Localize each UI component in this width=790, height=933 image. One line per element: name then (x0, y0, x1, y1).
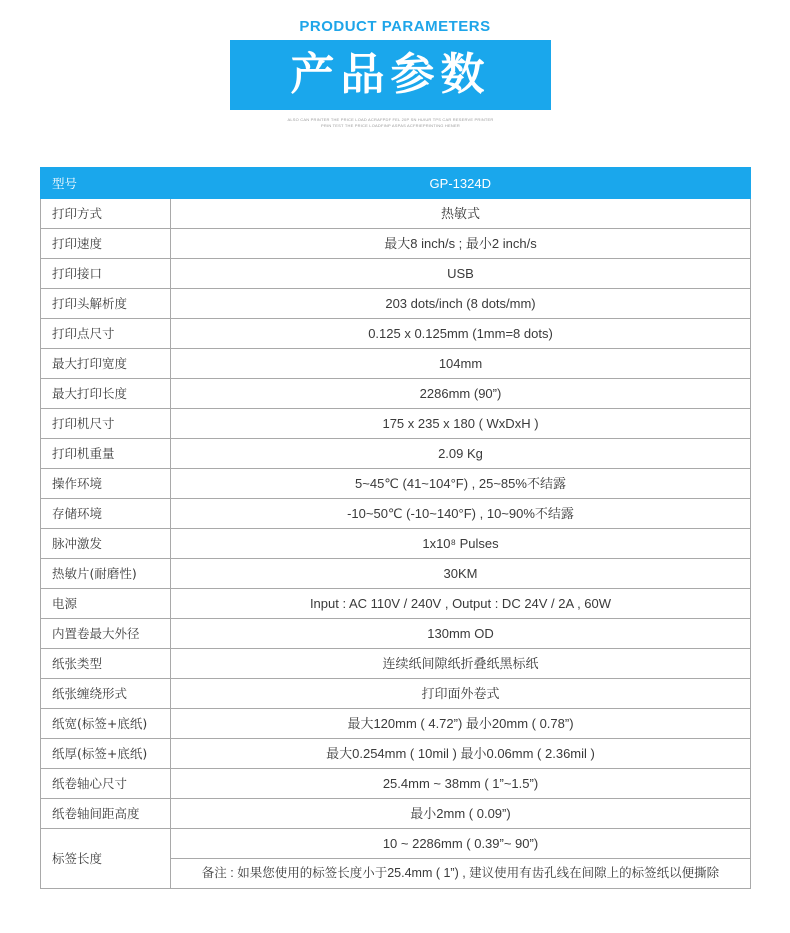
header-label: 型号 (41, 168, 171, 199)
row-value: 最大8 inch/s ; 最小2 inch/s (171, 229, 751, 259)
row-label: 打印速度 (41, 229, 171, 259)
table-row (41, 229, 751, 259)
table-row (41, 589, 751, 619)
title-banner (230, 40, 551, 110)
row-value: 10 ~ 2286mm ( 0.39”~ 90”) (171, 829, 751, 859)
table-row (41, 649, 751, 679)
row-label: 存储环境 (41, 499, 171, 529)
row-value: 最大0.254mm ( 10mil ) 最小0.06mm ( 2.36mil ) (171, 739, 751, 769)
row-value: 175 x 235 x 180 ( WxDxH ) (171, 409, 751, 439)
table-header-row (41, 168, 751, 199)
row-value: 5~45℃ (41~104°F) , 25~85%不结露 (171, 469, 751, 499)
row-value: 1x10⁸ Pulses (171, 529, 751, 559)
table-row (41, 679, 751, 709)
row-label: 纸张缠绕形式 (41, 679, 171, 709)
table-row (41, 319, 751, 349)
row-value: Input : AC 110V / 240V , Output : DC 24V / 2A , 60W (171, 589, 751, 619)
row-label: 打印接口 (41, 259, 171, 289)
table-row (41, 409, 751, 439)
row-value: 最小2mm ( 0.09”) (171, 799, 751, 829)
table-row (41, 379, 751, 409)
row-value: -10~50℃ (-10~140°F) , 10~90%不结露 (171, 499, 751, 529)
row-label: 打印机重量 (41, 439, 171, 469)
row-value: 0.125 x 0.125mm (1mm=8 dots) (171, 319, 751, 349)
row-label: 纸卷轴间距高度 (41, 799, 171, 829)
row-value: 打印面外卷式 (171, 679, 751, 709)
row-label: 纸张类型 (41, 649, 171, 679)
row-label: 操作环境 (41, 469, 171, 499)
page-title: 产品参数 (290, 49, 491, 100)
table-row (41, 499, 751, 529)
table-row (41, 709, 751, 739)
row-value: 2.09 Kg (171, 439, 751, 469)
row-label: 纸宽(标签+底纸) (41, 709, 171, 739)
table-row (41, 469, 751, 499)
tagline-line-1: ALSO CAN PRINTER THE PRICE LOAD ACRAFPDF FEL 20P SN HUIUR TPS CAR RESERVE PRINTER (287, 117, 494, 122)
row-value: 连续纸间隙纸折叠纸黑标纸 (171, 649, 751, 679)
row-label: 打印机尺寸 (41, 409, 171, 439)
table-row (41, 619, 751, 649)
row-label: 电源 (41, 589, 171, 619)
parameters-table (40, 167, 751, 889)
row-label: 打印头解析度 (41, 289, 171, 319)
table-row (41, 799, 751, 829)
row-value: 最大120mm ( 4.72”) 最小20mm ( 0.78”) (171, 709, 751, 739)
table-row (41, 289, 751, 319)
row-label: 打印方式 (41, 199, 171, 229)
note-text: 备注 : 如果您使用的标签长度小于25.4mm ( 1”) , 建议使用有齿孔线在间隙上的标签纸以便撕除 (171, 859, 751, 889)
table-row (41, 259, 751, 289)
table-row (41, 739, 751, 769)
model-value: GP-1324D (171, 168, 751, 199)
row-label: 热敏片(耐磨性) (41, 559, 171, 589)
row-value: 25.4mm ~ 38mm ( 1”~1.5”) (171, 769, 751, 799)
row-label: 打印点尺寸 (41, 319, 171, 349)
row-value: 130mm OD (171, 619, 751, 649)
row-label: 脉冲激发 (41, 529, 171, 559)
table-row (41, 529, 751, 559)
table-row (41, 559, 751, 589)
table-row (41, 439, 751, 469)
row-label: 标签长度 (41, 829, 171, 889)
table-row (41, 829, 751, 859)
row-label: 内置卷最大外径 (41, 619, 171, 649)
row-value: 30KM (171, 559, 751, 589)
row-label: 最大打印长度 (41, 379, 171, 409)
table-row (41, 349, 751, 379)
row-value: 热敏式 (171, 199, 751, 229)
row-value: 2286mm (90”) (171, 379, 751, 409)
row-value: USB (171, 259, 751, 289)
row-label: 最大打印宽度 (41, 349, 171, 379)
subtitle: PRODUCT PARAMETERS (299, 18, 491, 35)
row-label: 纸厚(标签+底纸) (41, 739, 171, 769)
table-row (41, 199, 751, 229)
tagline-line-2: PRIN TEST THE PRICE LOADFINP ASPAS ACFRIEPRINTING HENER (321, 123, 460, 128)
row-value: 104mm (171, 349, 751, 379)
row-value: 203 dots/inch (8 dots/mm) (171, 289, 751, 319)
table-row (41, 769, 751, 799)
row-label: 纸卷轴心尺寸 (41, 769, 171, 799)
